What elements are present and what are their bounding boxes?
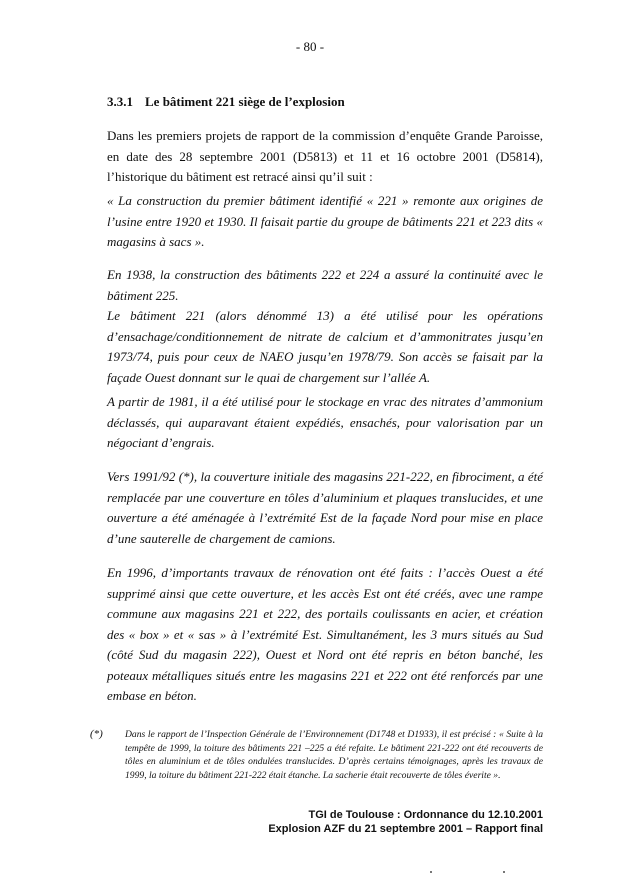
page-footer <box>268 808 543 836</box>
section-number: 3.3.1 <box>107 94 133 109</box>
quote-paragraph-6: En 1996, d’importants travaux de rénovation ont été faits : l’accès Ouest a été supprimé ainsi que cette ouverture, et les accès Est ont été créés, avec une rampe commune aux magasins 221 et 222, des portails coulissants en acier, et création des « box » et « sas » à l’extrémité Est. Simultanément, les 3 murs situés au Sud (côté Sud du magasin 222), Ouest et Nord ont été repris en béton banché, les poteaux métalliques situés entre les magasins 221 et 222 ont été renforcés par une embase en béton. <box>107 565 543 703</box>
footer-line-1: TGI de Toulouse : Ordonnance du 12.10.2001 <box>308 809 543 821</box>
page-number: - 80 - <box>295 39 325 54</box>
section-heading <box>107 94 345 110</box>
footer-line-2: Explosion AZF du 21 septembre 2001 – Rapport final <box>268 823 543 835</box>
quote-paragraph-1: « La construction du premier bâtiment identifié « 221 » remonte aux origines de l’usine entre 1920 et 1930. Il faisait partie du groupe de bâtiments 221 et 223 dits « magasins à sacs ». <box>107 193 543 249</box>
intro-paragraph: Dans les premiers projets de rapport de la commission d’enquête Grande Paroisse, en date des 28 septembre 2001 (D5813) et 11 et 16 octobre 2001 (D5814), l’historique du bâtiment est retracé ainsi qu’il suit : <box>107 128 543 184</box>
quote-paragraph-2: En 1938, la construction des bâtiments 222 et 224 a assuré la continuité avec le bâtiment 225. <box>107 267 543 303</box>
footnote-text: Dans le rapport de l’Inspection Générale de l’Environnement (D1748 et D1933), il est précisé : « Suite à la tempête de 1999, la toiture des bâtiments 221 –225 a été refaite. Le bâtiment 221-222 ont été recouverts de tôles en aluminium et de tôles ondulées translucides. D’après certains témoignages, après les travaux de 1999, la toiture du bâtiment 221-222 était étanche. La sacherie était recouverte de tôles éverite ». <box>125 729 543 781</box>
scan-speck <box>503 871 505 873</box>
quote-paragraph-5: Vers 1991/92 (*), la couverture initiale des magasins 221-222, en fibrociment, a été remplacée par une couverture en tôles d’aluminium et plaques translucides, et une ouverture a été aménagée à l’extrémité Est de la façade Nord pour mise en place d’une sauterelle de chargement de camions. <box>107 469 543 546</box>
section-title: Le bâtiment 221 siège de l’explosion <box>145 94 345 109</box>
footnote <box>90 728 543 782</box>
scan-speck <box>430 871 432 873</box>
quote-paragraph-3: Le bâtiment 221 (alors dénommé 13) a été utilisé pour les opérations d’ensachage/conditionnement de nitrate de calcium et d’ammonitrates jusqu’en 1973/74, puis pour ceux de NAEO jusqu’en 1978/79. Son accès se faisait par la façade Ouest donnant sur le quai de chargement sur l’allée A. <box>107 308 543 385</box>
quote-paragraph-4: A partir de 1981, il a été utilisé pour le stockage en vrac des nitrates d’ammonium déclassés, qui auparavant étaient expédiés, ensachés, pour valorisation par un négociant d’engrais. <box>107 394 543 450</box>
footnote-mark: (*) <box>90 728 103 740</box>
quote-block-2 <box>107 265 543 388</box>
